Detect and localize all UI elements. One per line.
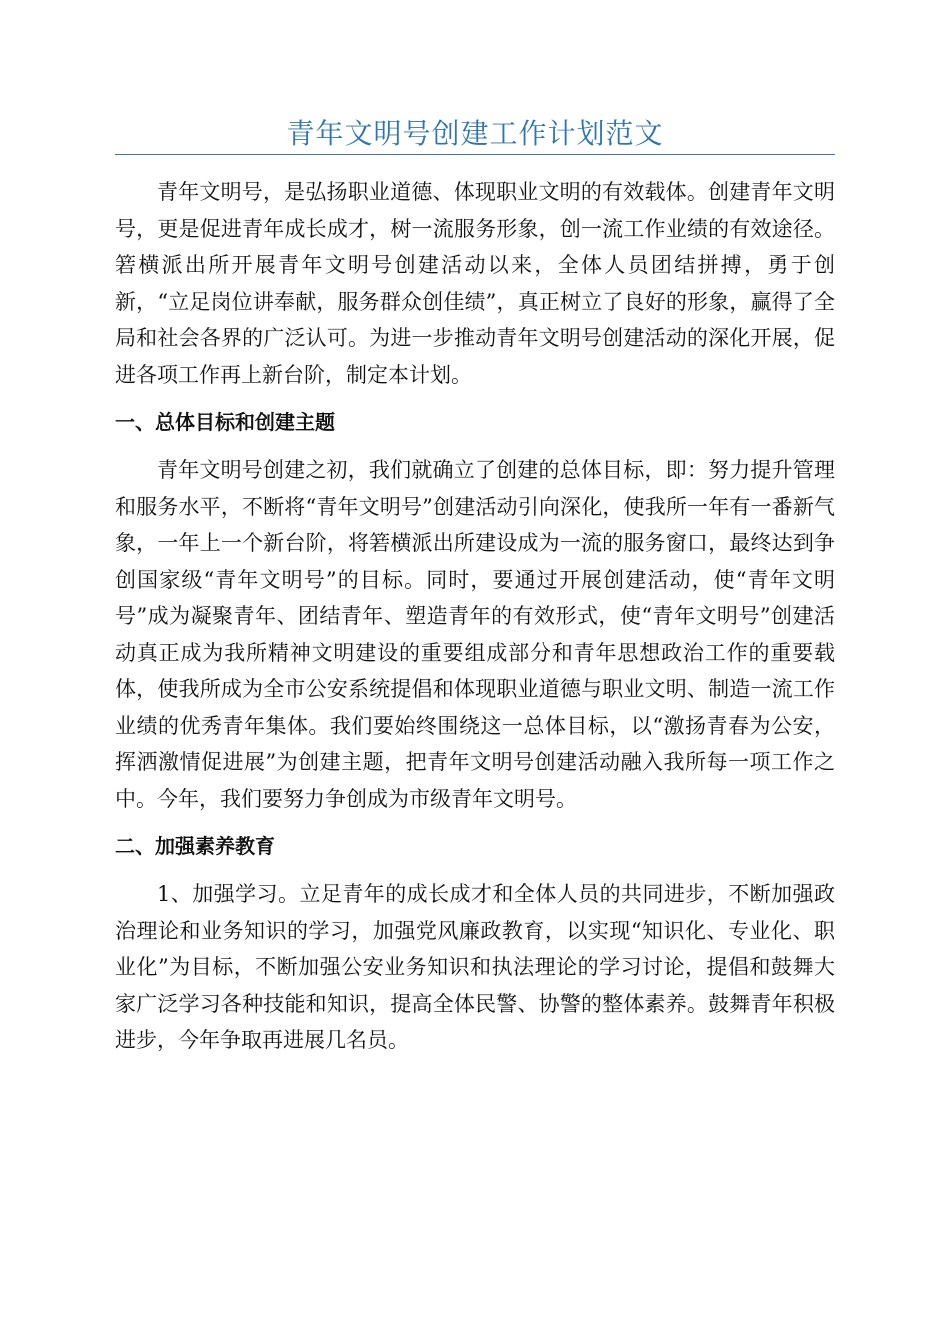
document-title: 青年文明号创建工作计划范文 [286, 117, 664, 150]
section-paragraph-1: 青年文明号创建之初，我们就确立了创建的总体目标，即：努力提升管理和服务水平，不断将“青年文明号”创建活动引向深化，使我所一年有一番新气象，一年上一个新台阶，将箬横派出所建设成为一流的服务窗口，最终达到争创国家级“青年文明号”的目标。同时，要通过开展创建活动，使“青年文明号”成为凝聚青年、团结青年、塑造青年的有效形式，使“青年文明号”创建活动真正成为我所精神文明建设的重要组成部分和青年思想政治工作的重要载体，使我所成为全市公安系统提倡和体现职业道德与职业文明、制造一流工作业绩的优秀青年集体。我们要始终围绕这一总体目标，以“激扬青春为公安，挥洒激情促进展”为创建主题，把青年文明号创建活动融入我所每一项工作之中。今年，我们要努力争创成为市级青年文明号。 [115, 458, 835, 811]
document-body [115, 174, 835, 1059]
title-underline [115, 154, 835, 155]
section-paragraph-2: 1、加强学习。立足青年的成长成才和全体人员的共同进步，不断加强政治理论和业务知识的学习，加强党风廉政教育，以实现“知识化、专业化、职业化”为目标，不断加强公安业务知识和执法理论的学习讨论，提倡和鼓舞大家广泛学习各种技能和知识，提高全体民警、协警的整体素养。鼓舞青年积极进步，今年争取再进展几名员。 [115, 882, 835, 1052]
section-heading-2: 二、加强素养教育 [115, 834, 275, 858]
section-heading-1: 一、总体目标和创建主题 [115, 410, 335, 434]
intro-paragraph: 青年文明号，是弘扬职业道德、体现职业文明的有效载体。创建青年文明号，更是促进青年成长成才，树一流服务形象，创一流工作业绩的有效途径。箬横派出所开展青年文明号创建活动以来，全体人员团结拼搏，勇于创新，“立足岗位讲奉献，服务群众创佳绩”，真正树立了良好的形象，赢得了全局和社会各界的广泛认可。为进一步推动青年文明号创建活动的深化开展，促进各项工作再上新台阶，制定本计划。 [115, 180, 835, 387]
